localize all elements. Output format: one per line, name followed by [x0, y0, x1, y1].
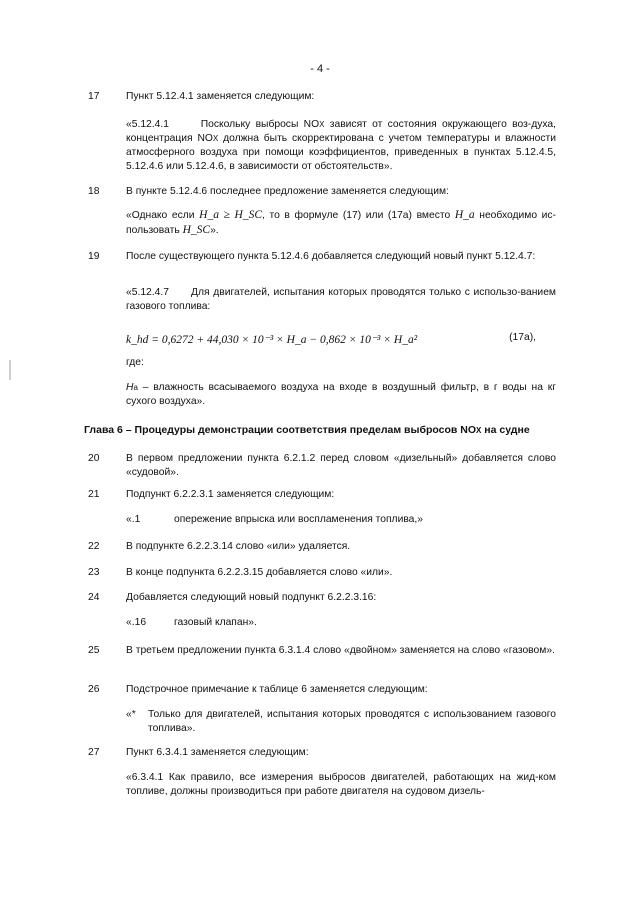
item-number: 25: [88, 645, 100, 656]
item-text: В пункте 5.12.4.6 последнее предложение заменяется следующим:: [126, 186, 449, 197]
ha-definition-text: – влажность всасываемого воздуха на входе в воздушный фильтр, в г воды на кг сухого воздуха».: [126, 382, 556, 407]
subscript-x: X: [319, 120, 325, 129]
quote-ref: «*: [126, 709, 136, 720]
quote-text-c: должна быть скорректирована с учетом температуры и влажности атмосферного воздуха при помощи коэффициентов, приведенных в пунктах 5.12.4.5, 5.12.4.6 или 5.12.4.6, в зависимости от обстоятельств».: [126, 133, 556, 172]
ha-symbol: H: [126, 382, 134, 393]
quote-text-d: ».: [210, 225, 219, 236]
quote-19: [126, 286, 556, 314]
quote-ref: «5.12.4.1: [126, 119, 169, 130]
heading-text-a: Глава 6 – Процедуры демонстрации соответствия пределам выбросов NO: [84, 424, 477, 436]
amendment-19: [88, 250, 556, 264]
amendment-25: [88, 644, 556, 658]
amendment-26: [88, 683, 556, 697]
item-text: В третьем предложении пункта 6.3.1.4 слово «двойном» заменяется на слово «газовом».: [126, 645, 555, 656]
quote-26: [126, 708, 556, 736]
heading-subscript: X: [476, 426, 482, 435]
quote-text: газовый клапан».: [174, 617, 257, 628]
formula-17a: [126, 332, 556, 346]
quote-text: опережение впрыска или воспламенения топлива,»: [174, 514, 423, 525]
ha-definition: [126, 381, 556, 409]
item-text: В конце подпункта 6.2.2.3.15 добавляется слово «или».: [126, 567, 393, 578]
item-text: В первом предложении пункта 6.2.1.2 перед словом «дизельный» добавляется слово «судовой».: [126, 453, 556, 478]
item-text: Подстрочное примечание к таблице 6 заменяется следующим:: [126, 684, 428, 695]
quote-17: [126, 118, 556, 174]
scan-artifact: [9, 360, 11, 380]
condition-math: H_a ≥ H_SC: [199, 209, 262, 221]
quote-21: [126, 513, 556, 527]
item-text: В подпункте 6.2.2.3.14 слово «или» удаляется.: [126, 541, 351, 552]
quote-18: [126, 208, 556, 238]
quote-text: Только для двигателей, испытания которых проводятся с использованием газового топлива».: [148, 709, 556, 734]
amendment-21: [88, 488, 556, 502]
amendment-27: [88, 746, 556, 760]
quote-24: [126, 616, 556, 630]
item-number: 24: [88, 592, 100, 603]
quote-27: «6.3.4.1 Как правило, все измерения выбросов двигателей, работающих на жид-ком топливе, должны производиться при работе двигателя на судовом дизель-: [126, 772, 556, 797]
amendment-17: [88, 90, 556, 104]
formula-tag: (17a),: [509, 332, 536, 343]
amendment-22: [88, 540, 556, 554]
amendment-23: [88, 566, 556, 580]
ha-subscript: a: [133, 383, 138, 392]
item-text: Добавляется следующий новый подпункт 6.2.2.3.16:: [126, 592, 377, 603]
item-text: Пункт 6.3.4.1 заменяется следующим:: [126, 747, 309, 758]
item-number: 23: [88, 567, 100, 578]
heading-text-b: на судне: [481, 424, 530, 436]
quote-text-a: «Однако если: [126, 210, 200, 221]
quote-text-b: , то в формуле (17) или (17a) вместо: [262, 210, 455, 221]
item-text: Подпункт 6.2.2.3.1 заменяется следующим:: [126, 489, 335, 500]
formula-expression: k_hd = 0,6272 + 44,030 × 10⁻³ × H_a − 0,862 × 10⁻³ × H_a²: [126, 334, 418, 346]
item-number: 26: [88, 684, 100, 695]
amendment-20: [88, 452, 556, 480]
item-number: 17: [88, 91, 100, 102]
item-number: 27: [88, 747, 100, 758]
quote-text-b: зависят от состояния окружающего воз-духа, концентрация NO: [126, 119, 556, 144]
item-number: 18: [88, 186, 100, 197]
hsc-symbol: H_SC: [182, 224, 211, 236]
quote-ref: «.16: [126, 617, 147, 628]
ha-symbol: H_a: [454, 209, 475, 221]
quote-ref: «.1: [126, 514, 141, 525]
item-number: 19: [88, 251, 100, 262]
item-number: 21: [88, 489, 100, 500]
amendment-18: [88, 185, 556, 199]
quote-text: Для двигателей, испытания которых проводятся только с использо-ванием газового топлива:: [126, 287, 556, 312]
item-number: 20: [88, 453, 100, 464]
item-number: 22: [88, 541, 100, 552]
quote-text-c: необходимо ис-пользовать: [126, 210, 556, 236]
page-number: - 4 -: [310, 63, 330, 75]
chapter-heading: [84, 424, 564, 436]
quote-text-a: Поскольку выбросы NO: [200, 119, 320, 130]
quote-ref: «5.12.4.7: [126, 287, 169, 298]
subscript-x: X: [212, 134, 219, 143]
item-text: Пункт 5.12.4.1 заменяется следующим:: [126, 91, 315, 102]
item-text: После существующего пункта 5.12.4.6 добавляется следующий новый пункт 5.12.4.7:: [126, 251, 536, 262]
where-label: где:: [126, 357, 144, 368]
amendment-24: [88, 591, 556, 605]
